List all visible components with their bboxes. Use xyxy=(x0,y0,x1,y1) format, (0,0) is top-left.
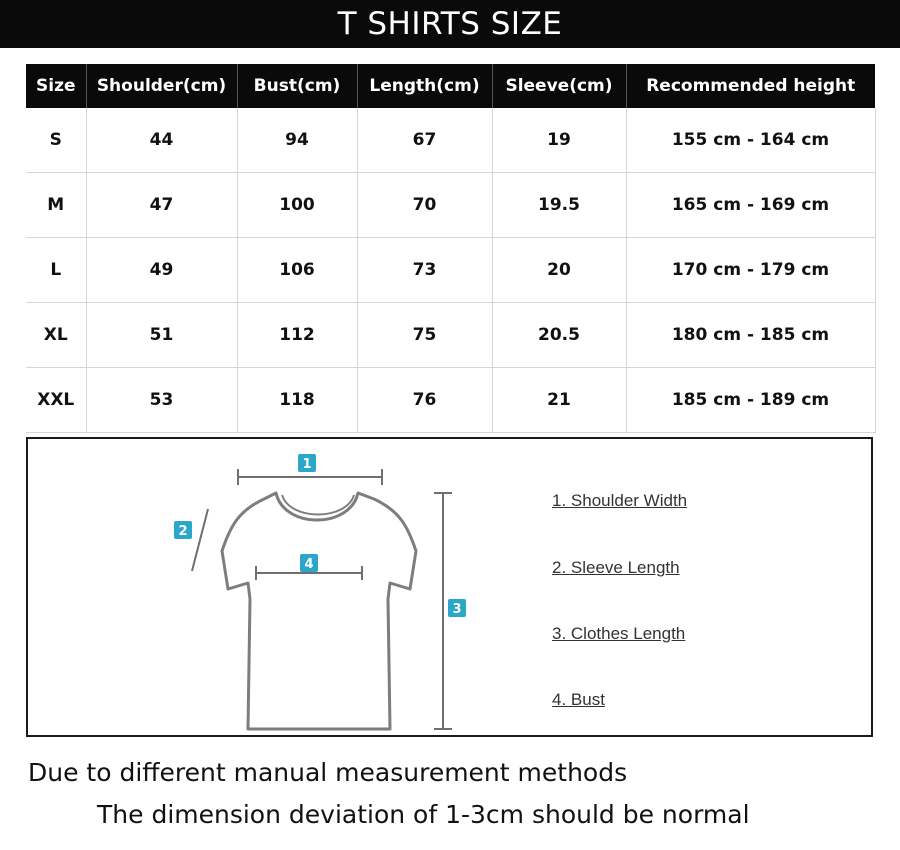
legend-shoulder-width: 1. Shoulder Width xyxy=(552,491,688,510)
header-length: Length(cm) xyxy=(357,64,492,108)
note-dimension-deviation: The dimension deviation of 1-3cm should be normal xyxy=(97,800,750,829)
page-title: T SHIRTS SIZE xyxy=(0,0,900,48)
svg-text:3: 3 xyxy=(452,602,462,617)
cell-length: 75 xyxy=(357,303,492,368)
sleeve-length-line xyxy=(192,509,208,571)
size-table xyxy=(26,64,876,433)
cell-size: S xyxy=(26,108,86,173)
note-measurement-methods: Due to different manual measurement methods xyxy=(28,758,628,787)
cell-sleeve: 19.5 xyxy=(492,173,626,238)
badge-4 xyxy=(300,554,318,572)
legend-bust: 4. Bust xyxy=(552,690,605,709)
tshirt-outline xyxy=(222,493,416,729)
cell-sleeve: 21 xyxy=(492,368,626,433)
cell-size: XL xyxy=(26,303,86,368)
cell-bust: 106 xyxy=(237,238,357,303)
cell-shoulder: 53 xyxy=(86,368,237,433)
cell-bust: 118 xyxy=(237,368,357,433)
header-sleeve: Sleeve(cm) xyxy=(492,64,626,108)
cell-size: M xyxy=(26,173,86,238)
cell-length: 70 xyxy=(357,173,492,238)
cell-sleeve: 20.5 xyxy=(492,303,626,368)
cell-height: 185 cm - 189 cm xyxy=(626,368,875,433)
svg-text:2: 2 xyxy=(178,524,188,539)
cell-shoulder: 44 xyxy=(86,108,237,173)
cell-size: XXL xyxy=(26,368,86,433)
tshirt-diagram xyxy=(28,439,871,735)
cell-height: 180 cm - 185 cm xyxy=(626,303,875,368)
header-recommended-height: Recommended height xyxy=(626,64,875,108)
badge-3 xyxy=(448,599,466,617)
cell-shoulder: 47 xyxy=(86,173,237,238)
cell-height: 165 cm - 169 cm xyxy=(626,173,875,238)
table-header-row xyxy=(26,64,875,108)
badge-2 xyxy=(174,521,192,539)
legend-sleeve-length: 2. Sleeve Length xyxy=(552,558,680,577)
table-row xyxy=(26,368,875,433)
table-row xyxy=(26,173,875,238)
cell-shoulder: 49 xyxy=(86,238,237,303)
cell-length: 67 xyxy=(357,108,492,173)
cell-length: 76 xyxy=(357,368,492,433)
legend-clothes-length: 3. Clothes Length xyxy=(552,624,686,643)
svg-text:1: 1 xyxy=(302,457,312,472)
badge-1 xyxy=(298,454,316,472)
svg-text:4: 4 xyxy=(304,557,314,572)
cell-sleeve: 19 xyxy=(492,108,626,173)
header-bust: Bust(cm) xyxy=(237,64,357,108)
cell-height: 155 cm - 164 cm xyxy=(626,108,875,173)
cell-sleeve: 20 xyxy=(492,238,626,303)
table-row xyxy=(26,303,875,368)
measurement-diagram xyxy=(26,437,873,737)
header-shoulder: Shoulder(cm) xyxy=(86,64,237,108)
cell-height: 170 cm - 179 cm xyxy=(626,238,875,303)
cell-length: 73 xyxy=(357,238,492,303)
cell-bust: 112 xyxy=(237,303,357,368)
cell-size: L xyxy=(26,238,86,303)
header-size: Size xyxy=(26,64,86,108)
cell-bust: 94 xyxy=(237,108,357,173)
table-row xyxy=(26,108,875,173)
cell-bust: 100 xyxy=(237,173,357,238)
table-row xyxy=(26,238,875,303)
cell-shoulder: 51 xyxy=(86,303,237,368)
